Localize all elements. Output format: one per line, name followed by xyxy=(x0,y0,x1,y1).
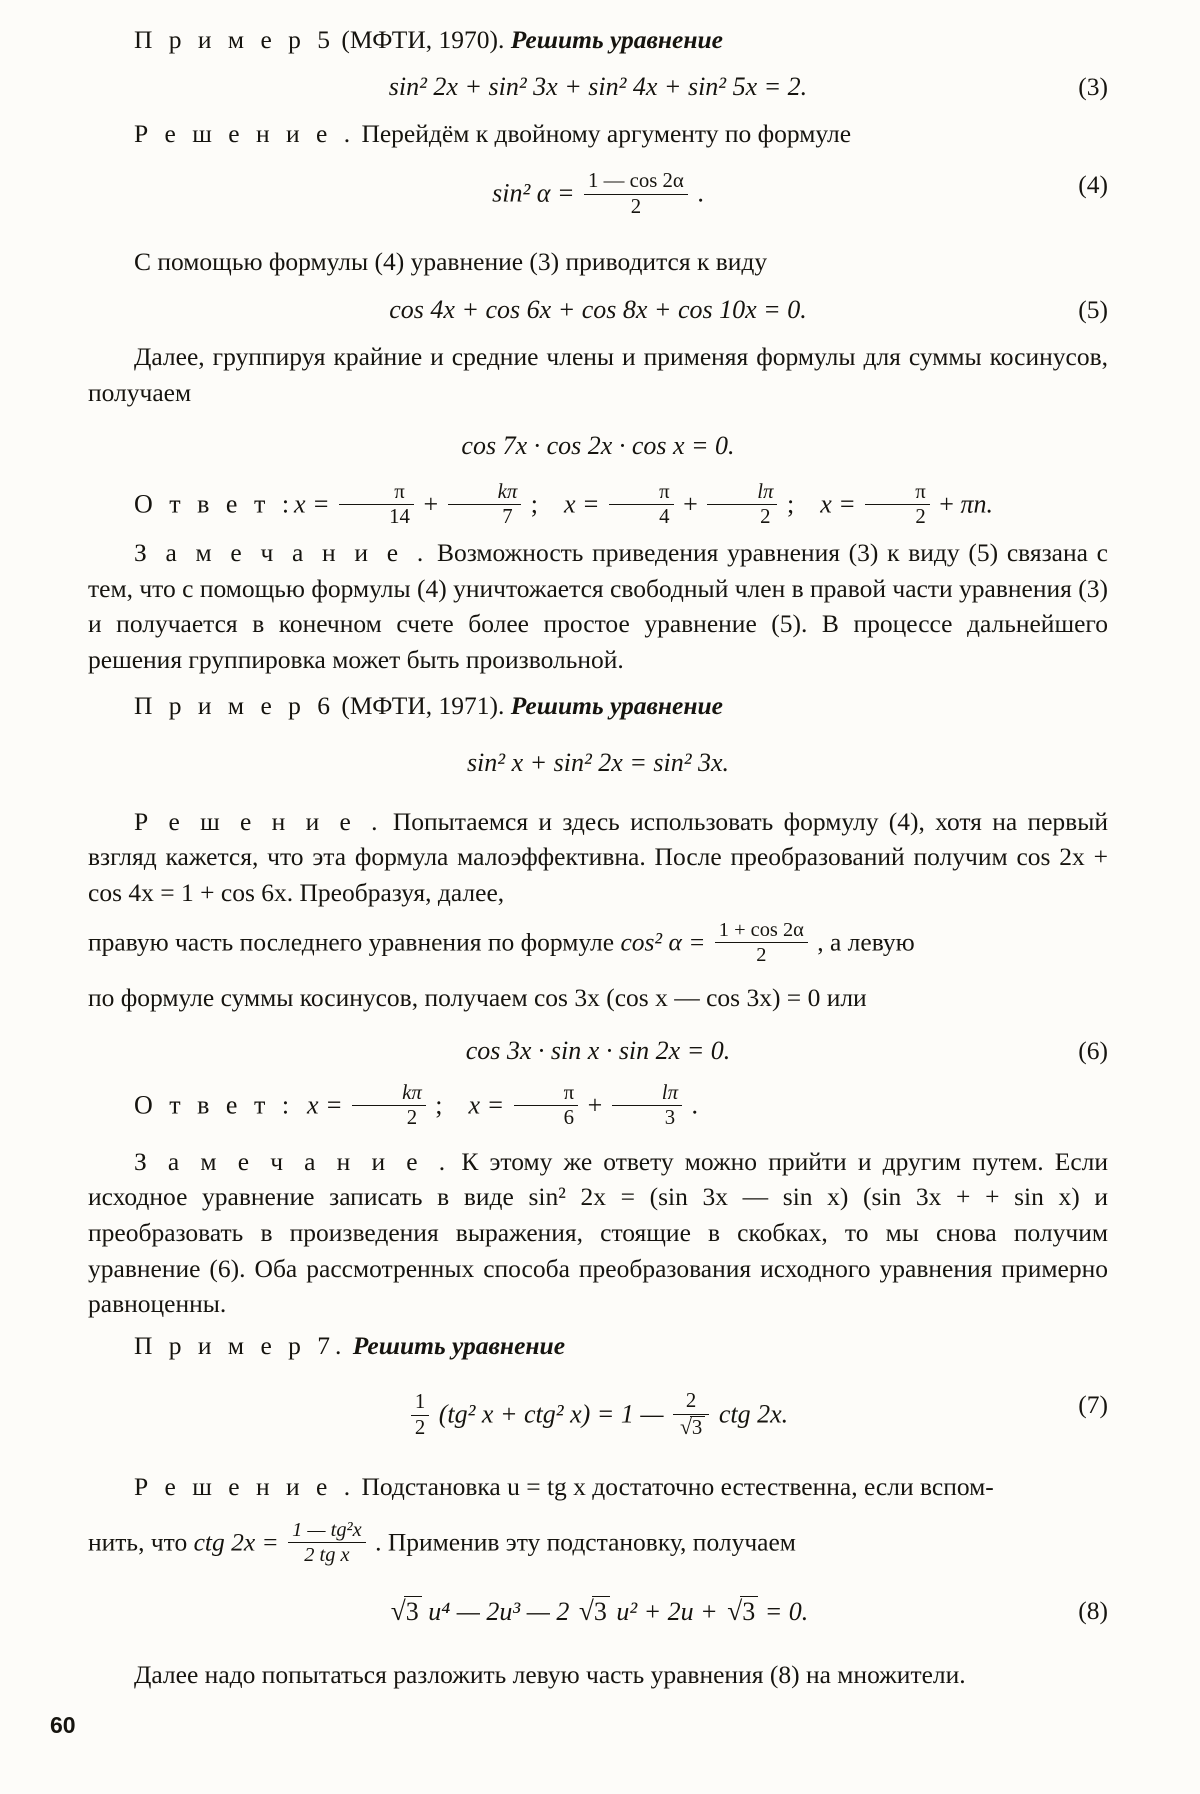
solution-6-fraction xyxy=(715,919,808,966)
answer-5-plus-1: + xyxy=(423,489,439,519)
solution-7-part2 xyxy=(88,1519,1108,1566)
formula-4-denominator: 2 xyxy=(630,194,642,218)
equation-6 xyxy=(88,1036,1108,1066)
equation-ex6 xyxy=(88,748,1108,778)
solution-7-formula-lhs: ctg 2x = xyxy=(193,1527,279,1557)
equation-4-number: (4) xyxy=(1078,170,1108,200)
example-5-heading xyxy=(88,22,1108,58)
equation-3-body: sin² 2x + sin² 3x + sin² 4x + sin² 5x = 2. xyxy=(388,72,808,102)
answer-6-frac-1 xyxy=(352,1082,426,1130)
answer-6-end-1: ; xyxy=(435,1090,443,1120)
equation-3-number: (3) xyxy=(1078,72,1108,102)
answer-6-frac-3 xyxy=(612,1082,682,1130)
answer-5-f1-num: π xyxy=(339,481,414,505)
paragraph-grouping: Далее, группируя крайние и средние члены и применяя формулы для суммы косинусов, получаем xyxy=(88,341,1108,407)
equation-product-body: cos 7x · cos 2x · cos x = 0. xyxy=(461,430,735,460)
note-label-6: З а м е ч а н и е . xyxy=(134,1146,451,1176)
answer-5-end-2: ; xyxy=(786,489,795,519)
equation-6-body: cos 3x · sin x · sin 2x = 0. xyxy=(465,1035,731,1065)
answer-5-f1-den: 14 xyxy=(389,505,410,529)
eq7-half-num: 1 xyxy=(411,1391,429,1415)
example-6-label: П р и м е р 6 xyxy=(134,690,336,720)
note-label-5: З а м е ч а н и е . xyxy=(134,537,429,567)
note-6 xyxy=(88,1144,1108,1322)
solution-label-6: Р е ш е н и е . xyxy=(134,806,383,836)
answer-5-f2-den: 7 xyxy=(502,505,513,529)
example-5-task: Решить уравнение xyxy=(510,25,724,54)
eq8-radicand-3: 3 xyxy=(740,1596,758,1627)
eq7-f2-den-radicand: 3 xyxy=(690,1416,705,1439)
equation-8-number: (8) xyxy=(1078,1596,1108,1626)
solution-label-5: Р е ш е н и е . xyxy=(134,119,356,149)
answer-6-p2-lhs: x = xyxy=(468,1090,505,1120)
sqrt-icon-3: √3 xyxy=(724,1596,758,1627)
example-5-solution-line xyxy=(88,116,1108,152)
answer-6-f2-num: π xyxy=(514,1082,579,1106)
equation-7-number: (7) xyxy=(1078,1390,1108,1420)
formula-4-numerator: 1 — cos 2α xyxy=(584,170,688,194)
eq7-mid: (tg² x + ctg² x) = 1 — xyxy=(438,1399,664,1429)
solution-label-7: Р е ш е н и е . xyxy=(134,1472,356,1502)
example-7-label: П р и м е р 7. xyxy=(134,1330,347,1360)
solution-6-part1 xyxy=(88,804,1108,911)
equation-6-number: (6) xyxy=(1078,1035,1108,1065)
answer-label-5: О т в е т : xyxy=(134,489,295,519)
answer-6-f2-den: 6 xyxy=(563,1106,575,1130)
example-6-heading xyxy=(88,688,1108,724)
solution-6-part2 xyxy=(88,919,1108,966)
solution-6-frac-num: 1 + cos 2α xyxy=(715,919,808,943)
example-5-source: (МФТИ, 1970). xyxy=(341,25,505,54)
solution-7-part1 xyxy=(88,1469,1108,1505)
equation-5 xyxy=(88,295,1108,325)
answer-5-f4-den: 2 xyxy=(760,505,771,529)
note-5 xyxy=(88,535,1108,678)
answer-5-frac-2 xyxy=(448,481,522,529)
paragraph-reduce: С помощью формулы (4) уравнение (3) приводится к виду xyxy=(134,247,768,277)
note-text-5: Возможность приведения уравнения (3) к виду (5) связана с тем, что с помощью формулы (4) уничтожается свободный член в правой части уравнения (3) и получается в конечном счете более простое уравнение (5). В процессе дальнейшего решения группировка может быть произвольной. xyxy=(88,537,1108,674)
example-6-source: (МФТИ, 1971). xyxy=(341,690,505,720)
equation-product xyxy=(88,431,1108,461)
solution-7-text2-post: . Применив эту подстановку, получаем xyxy=(375,1527,796,1557)
solution-6-text2-post: , а левую xyxy=(817,927,915,957)
closing-paragraph: Далее надо попытаться разложить левую часть уравнения (8) на множители. xyxy=(134,1660,966,1690)
answer-6-plus: + xyxy=(587,1090,603,1120)
eq8-radicand-1: 3 xyxy=(404,1596,422,1627)
note-text-6: К этому же ответу можно прийти и другим путем. Если исходное уравнение записать в виде sin² 2x = (sin 3x — sin x) (sin 3x + + sin x) и преобразовать в произведения выражения, стоящие в скобках, то мы снова получим уравнение (6). Оба рассмотренных способа преобразования исходного уравнения примерно равноценны. xyxy=(88,1146,1109,1319)
answer-6-f3-num: lπ xyxy=(612,1082,682,1106)
sqrt-icon: √3 xyxy=(677,1416,705,1440)
example-7-heading xyxy=(88,1328,1108,1364)
solution-7-frac-num: 1 — tg²x xyxy=(288,1519,366,1543)
answer-6-f1-num: kπ xyxy=(352,1082,426,1106)
answer-5-frac-4 xyxy=(707,481,777,529)
answer-6 xyxy=(88,1082,1108,1130)
eq8-term-3: = 0. xyxy=(764,1597,809,1627)
eq8-radicand-2: 3 xyxy=(592,1596,610,1627)
page-content xyxy=(88,22,1108,1694)
answer-5-f2-num: kπ xyxy=(448,481,522,505)
equation-3 xyxy=(88,72,1108,102)
eq8-term-2: u² + 2u + xyxy=(616,1597,718,1627)
equation-4 xyxy=(88,170,1108,218)
answer-6-p1-lhs: x = xyxy=(307,1090,343,1120)
answer-5-f4-num: lπ xyxy=(707,481,777,505)
solution-7-text1: Подстановка u = tg x достаточно естественна, если вспом- xyxy=(361,1472,994,1502)
equation-ex6-body: sin² x + sin² 2x = sin² 3x. xyxy=(466,747,730,777)
solution-7-frac-den: 2 tg x xyxy=(304,1544,350,1567)
page-number: 60 xyxy=(50,1712,76,1738)
eq8-term-1: u⁴ — 2u³ — 2 xyxy=(428,1597,570,1627)
sqrt-icon-1: √3 xyxy=(388,1596,422,1627)
equation-8 xyxy=(88,1596,1108,1627)
example-6-task: Решить уравнение xyxy=(510,690,724,720)
eq7-half-den: 2 xyxy=(414,1415,426,1439)
solution-6-formula-lhs: cos² α = xyxy=(620,927,706,957)
answer-6-f1-den: 2 xyxy=(406,1106,418,1130)
answer-5-p1-lhs: x = xyxy=(294,489,330,519)
formula-4-lhs: sin² α = xyxy=(492,179,575,209)
answer-5-plus-3: + xyxy=(939,489,954,519)
answer-5-frac-1 xyxy=(339,481,414,529)
equation-7 xyxy=(88,1390,1108,1439)
eq7-f2-num: 2 xyxy=(673,1390,709,1414)
sqrt-icon-2: √3 xyxy=(576,1596,610,1627)
answer-5 xyxy=(88,481,1108,529)
answer-label-6: О т в е т : xyxy=(134,1090,295,1120)
answer-5-f5-num: π xyxy=(865,481,930,505)
answer-5-frac-5 xyxy=(865,481,930,529)
answer-5-f3-num: π xyxy=(609,481,674,505)
formula-4-fraction xyxy=(584,170,688,218)
solution-6-text2-pre: правую часть последнего уравнения по формуле xyxy=(88,927,615,957)
answer-6-end-2: . xyxy=(691,1090,698,1120)
solution-6-part3: по формуле суммы косинусов, получаем cos 3x (cos x — cos 3x) = 0 или xyxy=(88,982,867,1012)
answer-5-f5-den: 2 xyxy=(915,505,926,529)
answer-5-plus-2: + xyxy=(683,489,698,519)
equation-5-body: cos 4x + cos 6x + cos 8x + cos 10x = 0. xyxy=(389,294,807,324)
solution-7-fraction xyxy=(288,1519,366,1566)
answer-5-p2-lhs: x = xyxy=(564,489,600,519)
answer-6-f3-den: 3 xyxy=(664,1106,676,1130)
eq7-frac-half xyxy=(411,1391,429,1439)
answer-5-f3-den: 4 xyxy=(659,505,670,529)
solution-6-text1: Попытаемся и здесь использовать формулу (4), хотя на первый взгляд кажется, что эта формула малоэффективна. После преобразований получим cos 2x + cos 4x = 1 + cos 6x. Преобразуя, далее, xyxy=(88,806,1109,908)
equation-5-number: (5) xyxy=(1078,294,1108,324)
eq7-f2-den xyxy=(673,1415,709,1440)
eq7-frac-2-sqrt3 xyxy=(673,1390,709,1439)
answer-5-end-1: ; xyxy=(530,489,538,519)
answer-5-p3-lhs: x = xyxy=(820,489,856,519)
example-5-label: П р и м е р 5 xyxy=(134,25,336,54)
formula-4-tail: . xyxy=(697,179,704,209)
solution-6-frac-den: 2 xyxy=(756,943,767,966)
answer-5-tail: πn. xyxy=(960,489,993,519)
eq7-tail: ctg 2x. xyxy=(718,1399,789,1429)
answer-6-frac-2 xyxy=(514,1082,579,1130)
solution-7-text2-pre: нить, что xyxy=(88,1527,188,1557)
answer-5-frac-3 xyxy=(609,481,674,529)
solution-text-5: Перейдём к двойному аргументу по формуле xyxy=(361,119,852,149)
example-7-task: Решить уравнение xyxy=(352,1330,566,1360)
